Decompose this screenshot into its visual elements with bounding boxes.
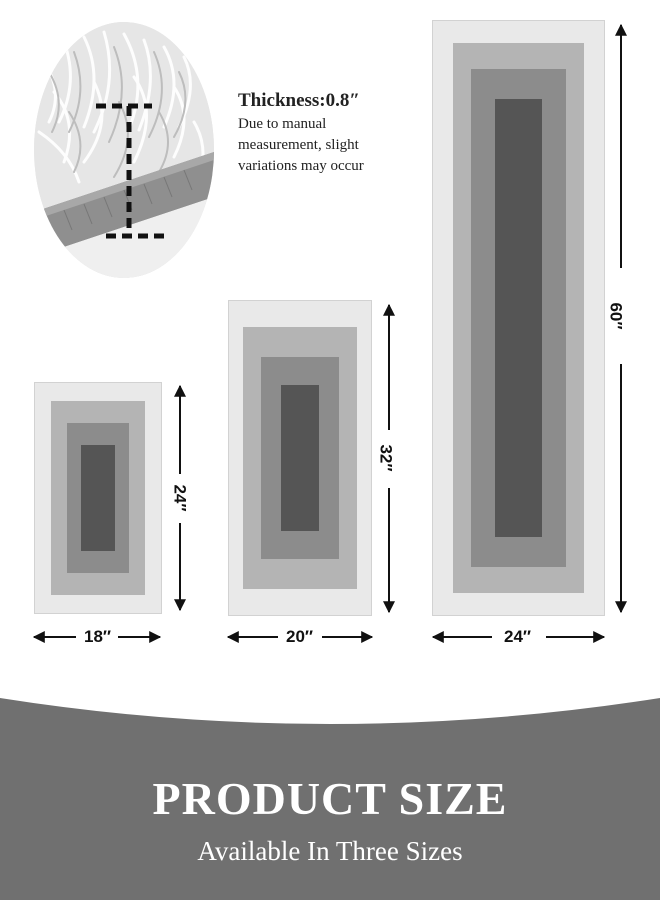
size-medium-width: 20″ (286, 627, 314, 646)
rug-medium (228, 300, 372, 616)
rug-large (432, 20, 605, 616)
thickness-title: Thickness:0.8″ (238, 90, 360, 111)
size-medium-height: 32″ (376, 444, 396, 472)
rug-band-core (495, 99, 542, 537)
thickness-note-line: measurement, slight (238, 137, 359, 153)
size-large-height: 60″ (606, 302, 626, 330)
rug-band-core (81, 445, 115, 551)
size-small-width: 18″ (84, 627, 112, 646)
rug-small (34, 382, 162, 614)
thickness-note-line: variations may occur (238, 158, 364, 174)
size-large-width: 24″ (504, 627, 532, 646)
banner-title: PRODUCT SIZE (152, 773, 508, 824)
size-small-height: 24″ (170, 484, 190, 512)
rug-band-core (281, 385, 319, 531)
thickness-note-line: Due to manual (238, 116, 327, 132)
banner-subtitle: Available In Three Sizes (197, 836, 463, 866)
